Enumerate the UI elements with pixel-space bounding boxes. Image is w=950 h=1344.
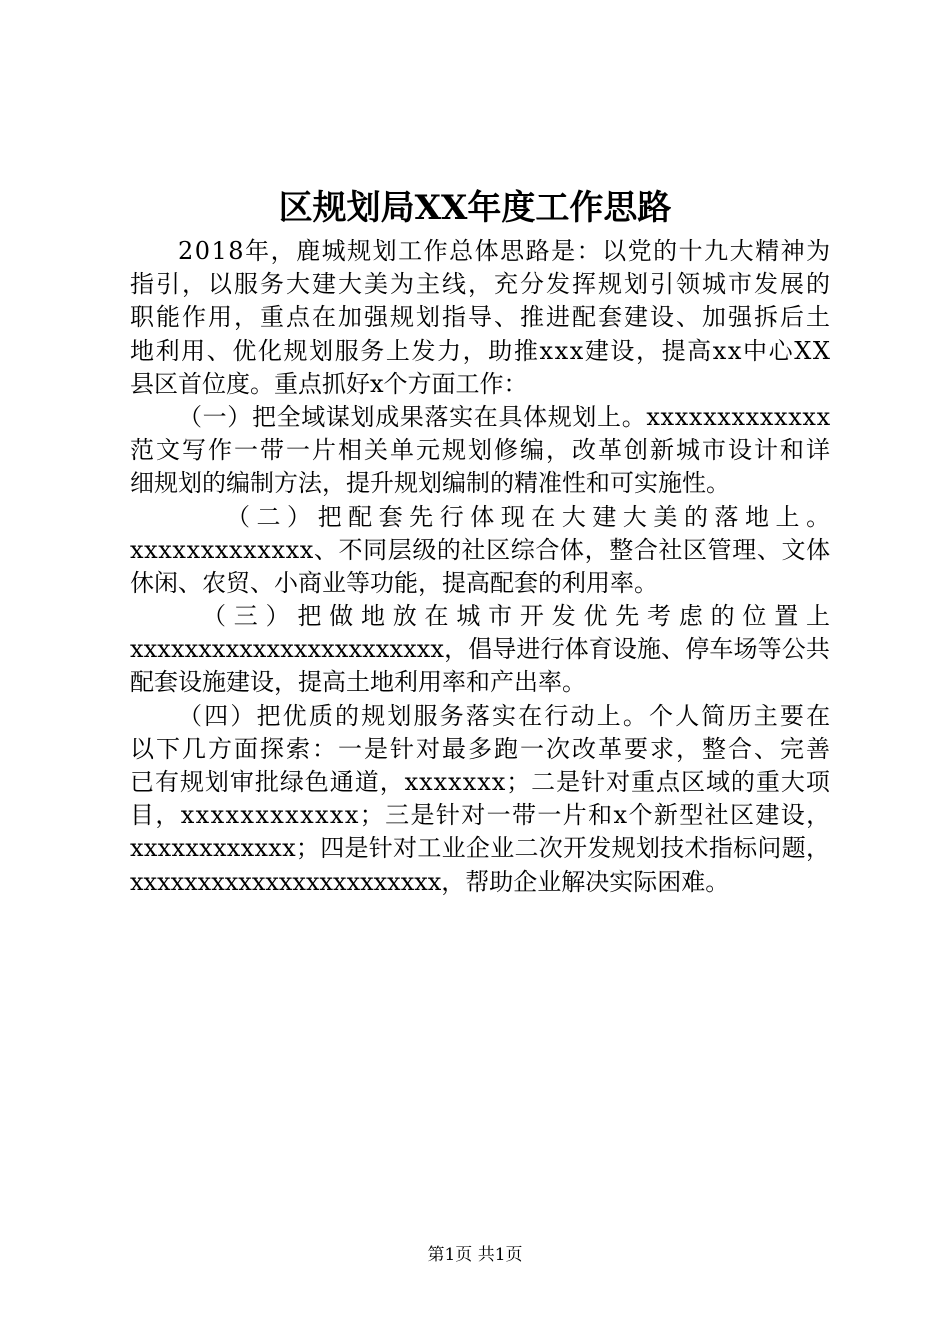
body-line: 指引，以服务大建大美为主线，充分发挥规划引领城市发展的 xyxy=(130,270,832,299)
body-line: xxxxxxxxxxxx；四是针对工业企业二次开发规划技术指标问题， xyxy=(130,834,831,863)
body-line: 2018年，鹿城规划工作总体思路是：以党的十九大精神为 xyxy=(178,237,832,265)
body-line: 细规划的编制方法，提升规划编制的精准性和可实施性。 xyxy=(130,469,730,498)
body-line: 已有规划审批绿色通道，xxxxxxx；二是针对重点区域的重大项 xyxy=(130,768,831,796)
page-footer: 第1页 共1页 xyxy=(427,1245,523,1265)
body-line: xxxxxxxxxxxxxxxxxxxxxxx，帮助企业解决实际困难。 xyxy=(130,867,730,896)
body-line: （四）把优质的规划服务落实在行动上。个人简历主要在 xyxy=(178,701,833,730)
body-line: 目，xxxxxxxxxxxx；三是针对一带一片和x个新型社区建设， xyxy=(130,801,832,830)
body-line: （三）把做地放在城市开发优先考虑的位置上 xyxy=(202,602,838,631)
body-line: 以下几方面探索：一是针对最多跑一次改革要求，整合、完善 xyxy=(130,734,832,763)
document-body xyxy=(130,235,838,899)
body-line: 休闲、农贸、小商业等功能，提高配套的利用率。 xyxy=(130,568,658,597)
body-line: 职能作用，重点在加强规划指导、推进配套建设、加强拆后土 xyxy=(130,303,832,332)
body-line: （二）把配套先行体现在大建大美的落地上。 xyxy=(226,502,837,531)
document-title: 区规划局XX年度工作思路 xyxy=(278,188,672,228)
body-line: 范文写作一带一片相关单元规划修编，改革创新城市设计和详 xyxy=(130,436,832,465)
body-line: （一）把全域谋划成果落实在具体规划上。xxxxxxxxxxxxx xyxy=(178,402,831,431)
body-line: xxxxxxxxxxxxxxxxxxxxxxx，倡导进行体育设施、停车场等公共 xyxy=(130,635,830,664)
body-line: 地利用、优化规划服务上发力，助推xxx建设，提高xx中心XX xyxy=(130,336,832,365)
body-line: 县区首位度。重点抓好x个方面工作： xyxy=(130,369,528,398)
body-line: xxxxxxxxxxxxx、不同层级的社区综合体，整合社区管理、文体 xyxy=(130,535,831,564)
body-line: 配套设施建设，提高土地利用率和产出率。 xyxy=(130,668,586,697)
